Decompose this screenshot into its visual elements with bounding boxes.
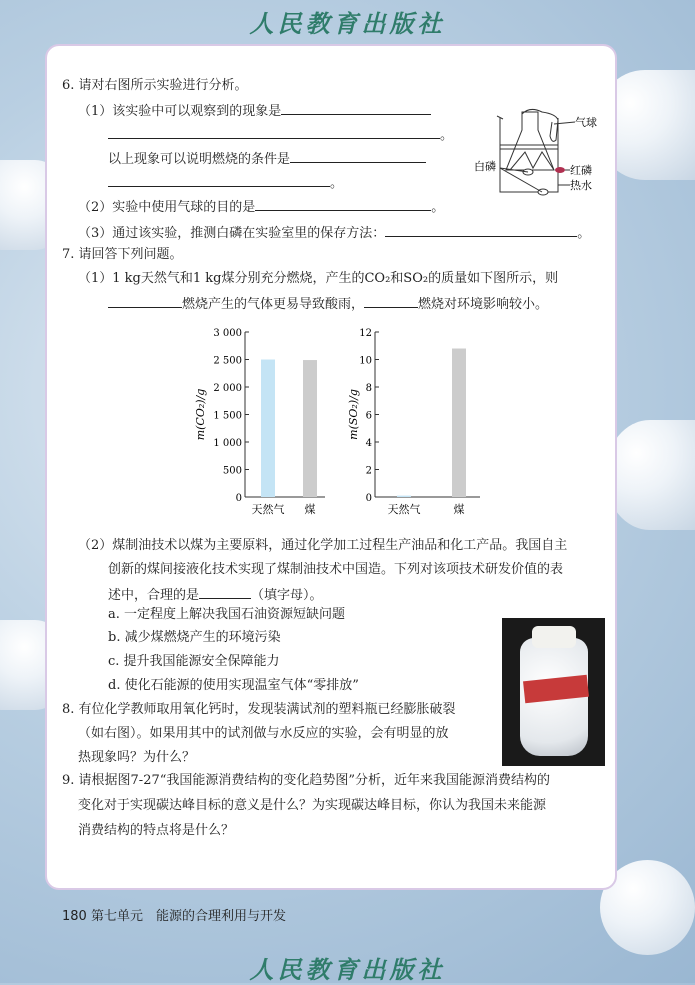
so2-chart xyxy=(345,320,485,520)
decor-sphere xyxy=(605,420,695,530)
q7-part2-line3 xyxy=(108,585,323,605)
label-hot-water: 热水 xyxy=(570,179,592,192)
q8-line2: （如右图）。如果用其中的试剂做与水反应的实验，会有明显的放 xyxy=(78,726,449,741)
x-tick-label: 煤 xyxy=(453,503,465,516)
q6-p2-text: （2）实验中使用气球的目的是 xyxy=(78,200,256,215)
label-balloon: 气球 xyxy=(575,116,597,129)
answer-blank[interactable] xyxy=(364,294,418,308)
q7-part2: （2）煤制油技术以煤为主要原料，通过化学加工过程生产油品和化工产品。我国自主 xyxy=(78,538,568,553)
experiment-diagram xyxy=(470,100,610,200)
y-tick-label: 0 xyxy=(365,493,372,504)
q7-part1-line2 xyxy=(108,294,548,314)
y-tick-label: 4 xyxy=(365,438,372,449)
q6-part1-condition xyxy=(108,149,426,169)
option-b: b. 减少煤燃烧产生的环境污染 xyxy=(108,630,281,645)
answer-blank[interactable] xyxy=(255,197,431,211)
red-phosphorus xyxy=(555,167,565,173)
bar-煤 xyxy=(303,360,317,497)
answer-blank[interactable] xyxy=(108,125,440,139)
q8-line1: 8. 有位化学教师取用氧化钙时，发现装满试剂的塑料瓶已经膨胀破裂 xyxy=(62,702,456,717)
q6-title: 6. 请对右图所示实验进行分析。 xyxy=(62,78,248,93)
y-tick-label: 8 xyxy=(365,383,372,394)
co2-chart xyxy=(190,320,330,520)
label-white-phosphorus: 白磷 xyxy=(474,160,496,173)
y-tick-label: 3 000 xyxy=(213,328,242,339)
answer-blank[interactable] xyxy=(281,101,431,115)
broken-bottle-photo xyxy=(502,618,605,766)
q9-line3: 消费结构的特点将是什么？ xyxy=(78,823,235,838)
y-tick-label: 2 500 xyxy=(213,355,242,367)
option-d: d. 使化石能源的使用实现温室气体“零排放” xyxy=(108,678,359,693)
y-axis-label: m(CO₂)/g xyxy=(194,388,207,441)
y-tick-label: 1 500 xyxy=(213,410,242,422)
q6-part1-line2: 。 xyxy=(108,125,453,145)
q6-part3: （3）通过该实验，推测白磷在实验室里的保存方法： 。 xyxy=(78,223,590,243)
q7-p1b-text: 燃烧产生的气体更易导致酸雨， xyxy=(182,297,365,312)
balloon xyxy=(522,109,558,141)
q6-part2: （2）实验中使用气球的目的是 。 xyxy=(78,197,444,217)
bar-天然气 xyxy=(397,496,411,497)
x-tick-label: 天然气 xyxy=(251,503,285,516)
y-tick-label: 0 xyxy=(235,493,242,504)
x-tick-label: 天然气 xyxy=(387,503,421,516)
q8-line3: 热现象吗？为什么？ xyxy=(78,750,196,765)
q6-p3-text: （3）通过该实验，推测白磷在实验室里的保存方法： xyxy=(78,226,386,241)
q7-p2c-text: 述中，合理的是 xyxy=(108,588,200,603)
answer-blank[interactable] xyxy=(108,294,182,308)
q6-p1b-text: 以上现象可以说明燃烧的条件是 xyxy=(108,152,291,167)
q6-p1-text: （1）该实验中可以观察到的现象是 xyxy=(78,104,282,119)
option-a: a. 一定程度上解决我国石油资源短缺问题 xyxy=(108,607,346,622)
q6-part1-line4: 。 xyxy=(108,173,343,193)
q7-p1c-text: 燃烧对环境影响较小。 xyxy=(418,297,549,312)
y-tick-label: 2 xyxy=(365,465,372,477)
y-axis-label: m(SO₂)/g xyxy=(347,389,360,440)
publisher-logo-footer: 人民教育出版社 xyxy=(249,955,446,984)
q9-line1: 9. 请根据图7-27“我国能源消费结构的变化趋势图”分析，近年来我国能源消费结构的 xyxy=(62,773,551,788)
q7-p2d-text: （填字母）。 xyxy=(251,588,323,603)
unit-title: 第七单元 能源的合理利用与开发 xyxy=(90,909,286,924)
publisher-logo: 人民教育出版社 xyxy=(249,9,446,38)
page-number: 180 xyxy=(62,909,87,924)
answer-blank[interactable] xyxy=(385,223,577,237)
beaker xyxy=(500,118,558,192)
y-tick-label: 12 xyxy=(359,328,372,339)
answer-blank[interactable] xyxy=(108,173,330,187)
answer-blank[interactable] xyxy=(290,149,426,163)
q9-line2: 变化对于实现碳达峰目标的意义是什么？为实现碳达峰目标，你认为我国未来能源 xyxy=(78,798,547,813)
y-tick-label: 2 000 xyxy=(213,383,242,394)
y-tick-label: 10 xyxy=(359,355,372,367)
page-footer xyxy=(62,905,286,924)
q7-part1: （1）1 kg天然气和1 kg煤分别充分燃烧，产生的CO₂和SO₂的质量如下图所示，则 xyxy=(78,271,559,286)
option-c: c. 提升我国能源安全保障能力 xyxy=(108,654,280,669)
y-tick-label: 6 xyxy=(365,410,372,422)
bar-煤 xyxy=(452,349,466,498)
q7-part2-line2: 创新的煤间接液化技术实现了煤制油技术中国造。下列对该项技术研发价值的表 xyxy=(108,562,564,577)
y-tick-label: 500 xyxy=(222,465,242,477)
label-red-phosphorus: 红磷 xyxy=(570,164,592,177)
q7-title: 7. 请回答下列问题。 xyxy=(62,247,183,262)
x-tick-label: 煤 xyxy=(304,503,316,516)
answer-blank[interactable] xyxy=(199,585,251,599)
y-tick-label: 1 000 xyxy=(213,438,242,449)
bar-天然气 xyxy=(261,360,275,498)
q6-part1 xyxy=(78,101,431,121)
